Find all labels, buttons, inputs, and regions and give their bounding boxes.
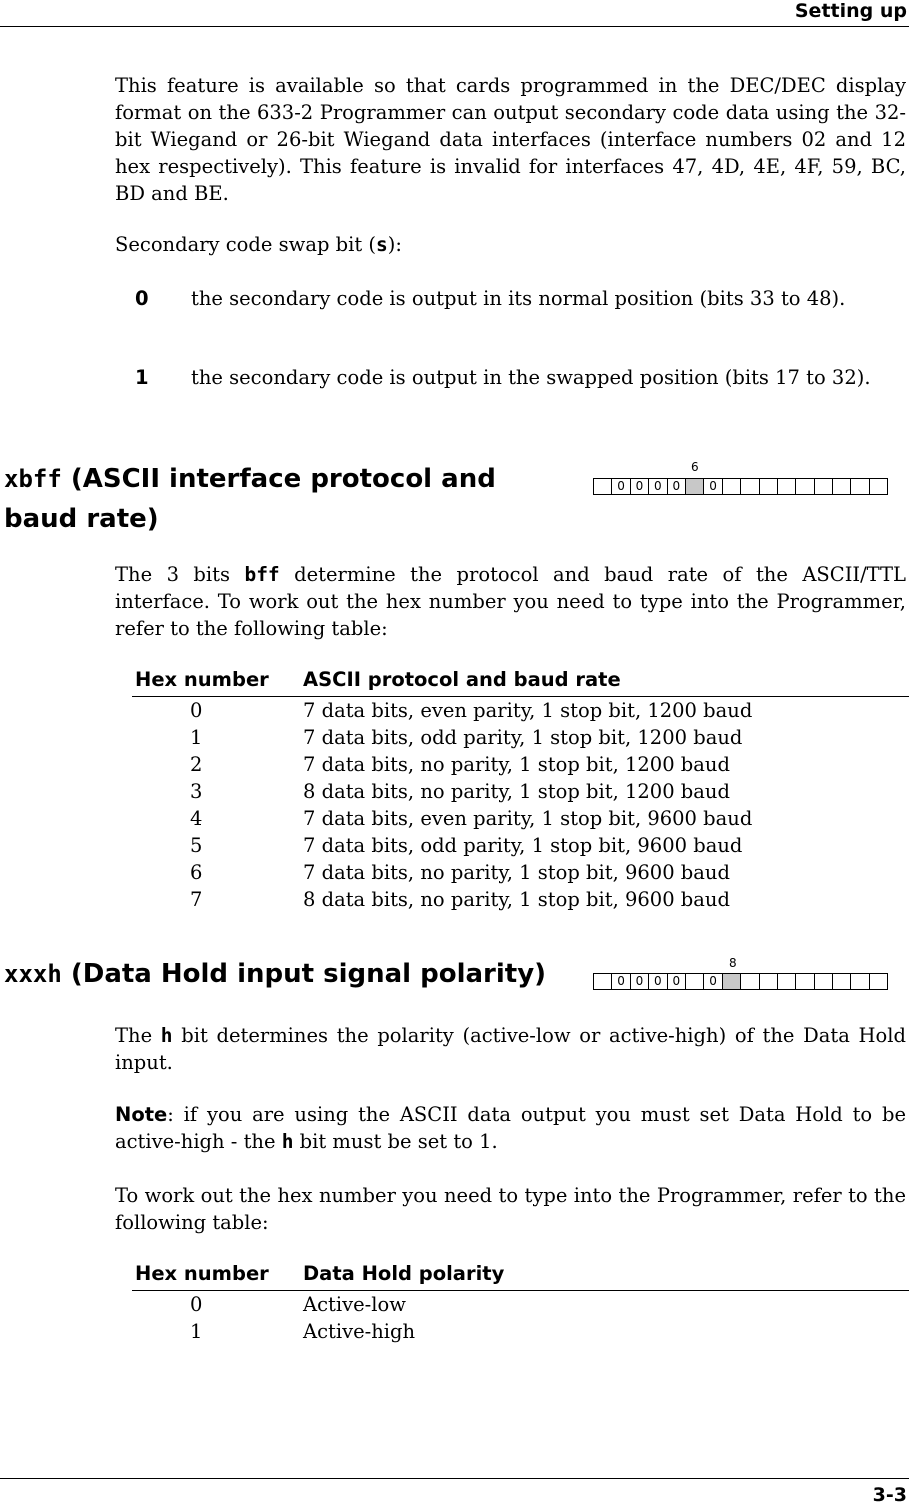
bit-cell	[723, 973, 741, 990]
table-row	[132, 859, 909, 886]
bit-cell	[741, 973, 759, 990]
xxxh-grid-label: 8	[729, 956, 737, 970]
bit-cell: 0	[649, 973, 667, 990]
note-label: Note	[115, 1103, 168, 1126]
bit-cell	[851, 973, 869, 990]
hex-value: 0	[190, 699, 203, 722]
intro-paragraph: This feature is available so that cards programmed in the DEC/DEC display format on the 633-2 Programmer can output secondary code data using the 32-bit Wiegand or 26-bit Wiegand data interfaces (interface numbers 02 and 12 hex respectively). This feature is invalid for interfaces 47, 4D, 4E, 4F, 59, BC, BD and BE.	[115, 74, 906, 205]
bit-cell: 0	[649, 478, 667, 495]
table-header	[132, 1262, 909, 1291]
bit-cell	[796, 478, 814, 495]
xxxh-code: xxxh	[4, 960, 62, 988]
bit-cell	[851, 478, 869, 495]
footer-rule	[0, 1478, 909, 1479]
h-bit-code: h	[160, 1024, 173, 1047]
row-description: 7 data bits, even parity, 1 stop bit, 1200 baud	[303, 699, 753, 722]
option-key: 0	[135, 287, 149, 310]
bit-cell	[723, 478, 741, 495]
xbff-para-suffix: determine the protocol and baud rate of the ASCII/TTL interface. To work out the hex number you need to type into the Programmer, refer to the following table:	[115, 563, 906, 640]
table-row	[132, 751, 909, 778]
table-row	[132, 724, 909, 751]
bit-cell	[760, 478, 778, 495]
row-description: 7 data bits, even parity, 1 stop bit, 9600 baud	[303, 807, 753, 830]
xbff-paragraph	[115, 561, 906, 642]
table-row	[132, 832, 909, 859]
bit-cell: 0	[704, 973, 722, 990]
xxxh-paragraph	[115, 1022, 906, 1076]
option-text: the secondary code is output in the swapped position (bits 17 to 32).	[191, 366, 871, 389]
row-description: 8 data bits, no parity, 1 stop bit, 1200 baud	[303, 780, 730, 803]
xxxh-bit-grid	[593, 973, 888, 990]
table-row	[132, 1291, 909, 1318]
bit-cell: 0	[668, 973, 686, 990]
note-h-bit-code: h	[281, 1130, 294, 1153]
swap-bit-label	[115, 231, 906, 258]
header-rule	[0, 26, 909, 27]
col-hex-number: Hex number	[135, 1262, 269, 1285]
note-prefix: : if you are using the ASCII data output you must set Data Hold to be active-high - the	[115, 1103, 906, 1153]
bit-cell	[815, 478, 833, 495]
bit-cell	[870, 478, 888, 495]
row-description: 7 data bits, odd parity, 1 stop bit, 9600 baud	[303, 834, 743, 857]
hex-value: 0	[190, 1293, 203, 1316]
xxxh-table-intro: To work out the hex number you need to type into the Programmer, refer to the following table:	[115, 1184, 906, 1234]
hex-value: 3	[190, 780, 203, 803]
note-suffix: bit must be set to 1.	[293, 1130, 498, 1153]
table-body	[132, 1291, 909, 1345]
page-number: 3-3	[872, 1484, 907, 1506]
row-description: 7 data bits, no parity, 1 stop bit, 1200 baud	[303, 753, 730, 776]
hex-value: 1	[190, 726, 203, 749]
swap-bit-code: s	[376, 233, 388, 256]
bit-cell	[815, 973, 833, 990]
xxxh-title: (Data Hold input signal polarity)	[61, 959, 547, 989]
ascii-protocol-table	[132, 668, 909, 913]
xbff-title-line1: (ASCII interface protocol and	[61, 464, 496, 494]
bit-cell	[760, 973, 778, 990]
bit-cell	[686, 478, 704, 495]
xbff-title-line2: baud rate)	[4, 504, 159, 534]
bit-cell	[594, 478, 612, 495]
bit-cell	[594, 973, 612, 990]
xxxh-para-prefix: The	[115, 1024, 161, 1047]
table-body	[132, 697, 909, 913]
bit-cell	[686, 973, 704, 990]
row-description: 7 data bits, no parity, 1 stop bit, 9600 baud	[303, 861, 730, 884]
hex-value: 6	[190, 861, 203, 884]
option-text: the secondary code is output in its normal position (bits 33 to 48).	[191, 287, 846, 310]
hex-value: 4	[190, 807, 203, 830]
bit-cell	[796, 973, 814, 990]
table-row	[132, 778, 909, 805]
table-row	[132, 886, 909, 913]
bit-cell: 0	[612, 973, 630, 990]
xbff-bits-code: bff	[244, 563, 280, 586]
xbff-bit-grid	[593, 478, 888, 495]
bit-cell	[870, 973, 888, 990]
bit-cell	[741, 478, 759, 495]
bit-cell	[833, 478, 851, 495]
bit-cell	[778, 973, 796, 990]
swap-option-0	[115, 285, 906, 312]
table-row	[132, 1318, 909, 1345]
data-hold-table	[132, 1262, 909, 1345]
note-paragraph	[115, 1101, 906, 1155]
swap-option-1	[115, 364, 906, 391]
running-header: Setting up	[794, 0, 907, 22]
col-data-hold-polarity: Data Hold polarity	[303, 1262, 505, 1285]
row-description: Active-high	[303, 1320, 416, 1343]
bit-cell	[833, 973, 851, 990]
row-description: Active-low	[303, 1293, 406, 1316]
hex-value: 2	[190, 753, 203, 776]
bit-cell: 0	[668, 478, 686, 495]
row-description: 7 data bits, odd parity, 1 stop bit, 1200 baud	[303, 726, 743, 749]
xbff-grid-label: 6	[691, 460, 699, 474]
xxxh-heading	[4, 954, 546, 994]
hex-value: 5	[190, 834, 203, 857]
xbff-para-prefix: The 3 bits	[115, 563, 245, 586]
col-hex-number: Hex number	[135, 668, 269, 691]
bit-cell: 0	[704, 478, 722, 495]
col-ascii-protocol: ASCII protocol and baud rate	[303, 668, 621, 691]
bit-cell: 0	[612, 478, 630, 495]
swap-label-prefix: Secondary code swap bit (	[115, 233, 377, 256]
option-key: 1	[135, 366, 149, 389]
xxxh-para-suffix: bit determines the polarity (active-low or active-high) of the Data Hold input.	[115, 1024, 906, 1074]
bit-cell: 0	[631, 478, 649, 495]
table-row	[132, 697, 909, 724]
hex-value: 7	[190, 888, 203, 911]
xbff-heading	[4, 459, 496, 539]
table-header	[132, 668, 909, 697]
bit-cell: 0	[631, 973, 649, 990]
row-description: 8 data bits, no parity, 1 stop bit, 9600 baud	[303, 888, 730, 911]
xbff-code: xbff	[4, 465, 62, 493]
bit-cell	[778, 478, 796, 495]
hex-value: 1	[190, 1320, 203, 1343]
table-row	[132, 805, 909, 832]
swap-label-suffix: ):	[387, 233, 402, 256]
